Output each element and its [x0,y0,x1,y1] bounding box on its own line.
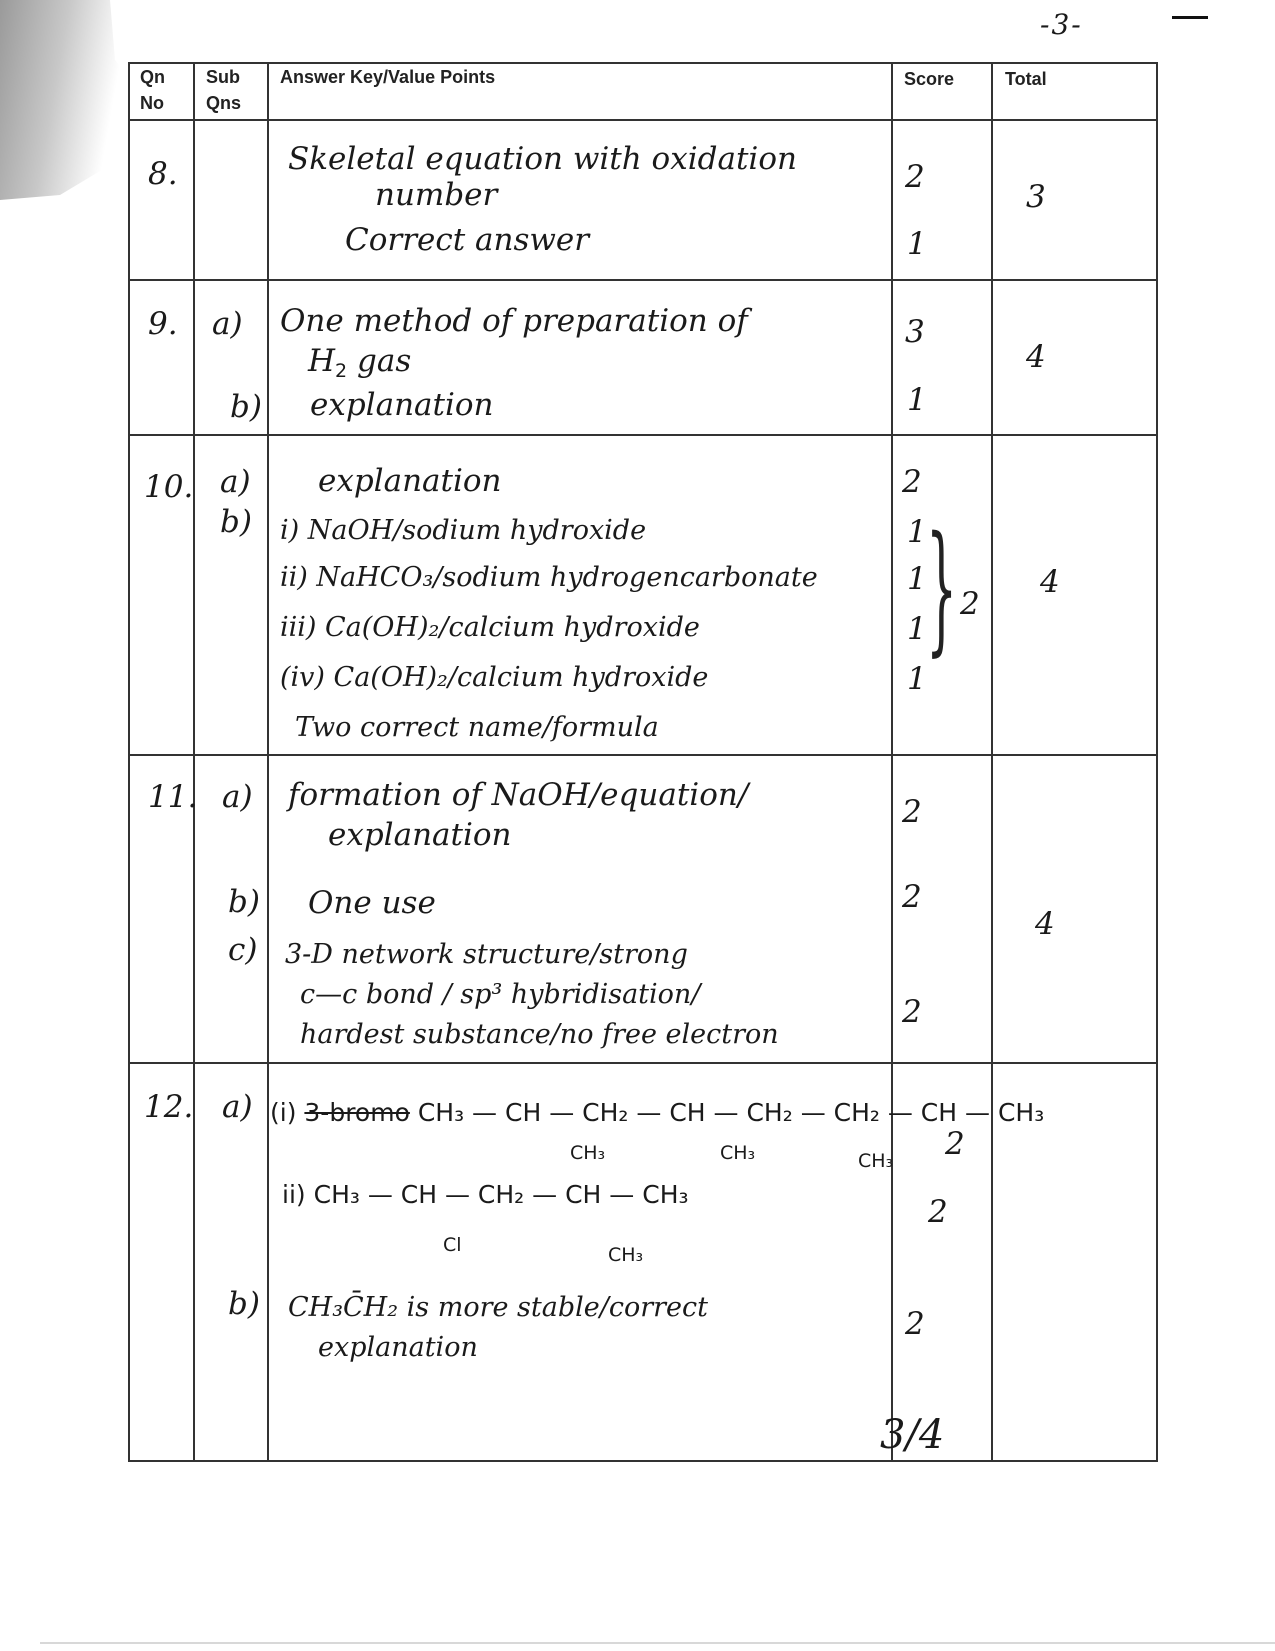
col-divider-1 [193,64,195,1460]
q11-score-a: 2 [902,794,922,830]
q12-i-branch1: CH₃ [570,1142,606,1164]
q11-sub-a: a) [222,779,253,815]
q10-item1: i) NaOH/sodium hydroxide [280,515,647,546]
row-divider-11 [130,1062,1156,1064]
q12-i-chain: CH₃ — CH — CH₂ — CH — CH₂ — CH₂ — CH — CH₃ [417,1098,1045,1127]
q12-ii-branch1: Cl [443,1234,462,1256]
q12-ii-prefix: ii) [282,1180,306,1209]
row-divider-8 [130,279,1156,281]
q11-score-c: 2 [902,994,922,1030]
header-sub-qns: Sub Qns [206,67,242,113]
col-divider-2 [267,64,269,1460]
q12-i-branch2: CH₃ [720,1142,756,1164]
q9-line1: One method of preparation of [280,303,748,339]
q8-total: 3 [1026,179,1046,215]
q11-sub-c: c) [228,932,258,968]
q10-sub-a: a) [220,464,251,500]
q12-ii-chain: CH₃ — CH — CH₂ — CH — CH₃ [313,1180,689,1209]
q12-score-ii: 2 [928,1194,948,1230]
q11-score-b: 2 [902,879,922,915]
q12-i-struck: 3-bromo [304,1098,410,1127]
page-number: -3- [1040,8,1083,41]
footer-fraction: 3/4 [880,1412,945,1458]
q10-item2: ii) NaHCO₃/sodium hydrogencarbonate [280,562,818,593]
q10-item4: (iv) Ca(OH)₂/calcium hydroxide [280,662,709,693]
q11-b-line: One use [308,885,436,921]
q10-score-a: 2 [902,464,922,500]
q9-sub-b: b) [230,389,262,425]
header-answer-key: Answer Key/Value Points [280,67,496,87]
q10-note: Two correct name/formula [295,712,659,743]
scan-bottom-edge [40,1642,1275,1644]
q8-line2: number [375,177,498,213]
q8-score2: 1 [907,226,927,262]
q11-c-line3: hardest substance/no free electron [300,1019,779,1050]
q11-number: 11. [148,779,198,815]
q10-sub-b: b) [220,504,252,540]
q12-ii-line [282,1176,689,1214]
q8-number: 8. [148,156,178,192]
q11-c-line1: 3-D network structure/strong [285,939,688,970]
header-qn-no: Qn No [140,67,165,113]
q11-a-line2: explanation [328,817,512,853]
q9-number: 9. [148,306,178,342]
q8-line3: Correct answer [345,222,590,258]
corner-mark [1172,16,1208,19]
q12-i-line [270,1094,1044,1132]
q10-line-a: explanation [318,463,502,499]
row-divider-10 [130,754,1156,756]
q9-line2: H2 gas [308,343,412,382]
q11-sub-b: b) [228,884,260,920]
q9-sub-a: a) [212,306,243,342]
q12-number: 12. [144,1089,194,1125]
q10-number: 10. [144,469,194,505]
q10-brace: } [926,507,958,670]
q10-item3: iii) Ca(OH)₂/calcium hydroxide [280,612,700,643]
q12-score-b: 2 [905,1306,925,1342]
q12-ii-branch2: CH₃ [608,1244,644,1266]
q12-i-branch3: CH₃ [858,1150,894,1172]
q8-line1: Skeletal equation with oxidation [288,141,797,177]
q11-c-line2: c—c bond / sp³ hybridisation/ [300,979,701,1010]
answer-key-table [128,62,1158,1462]
q12-sub-b: b) [228,1286,260,1322]
q10-score-group: 2 [960,586,980,622]
q10-score-ii: 1 [907,561,927,597]
row-divider-header [130,119,1156,121]
row-divider-9 [130,434,1156,436]
q12-sub-a: a) [222,1089,253,1125]
scan-shadow [0,0,140,200]
col-divider-3 [891,64,893,1460]
q9-score2: 1 [907,382,927,418]
q10-score-iv: 1 [907,661,927,697]
q9-total: 4 [1026,339,1046,375]
q10-total: 4 [1040,564,1060,600]
q10-score-iii: 1 [907,611,927,647]
q9-line3: explanation [310,387,494,423]
q10-score-i: 1 [907,514,927,550]
q12-b-line1: CH₃C̄H₂ is more stable/correct [288,1292,708,1323]
q12-score-i: 2 [945,1126,965,1162]
header-score: Score [904,69,955,89]
q11-a-line1: formation of NaOH/equation/ [288,777,749,813]
header-total: Total [1005,69,1047,89]
q11-total: 4 [1035,906,1055,942]
q8-score1: 2 [905,159,925,195]
q9-score1: 3 [905,314,925,350]
col-divider-4 [991,64,993,1460]
q12-b-line2: explanation [318,1332,478,1363]
q12-i-prefix: (i) [270,1098,297,1127]
